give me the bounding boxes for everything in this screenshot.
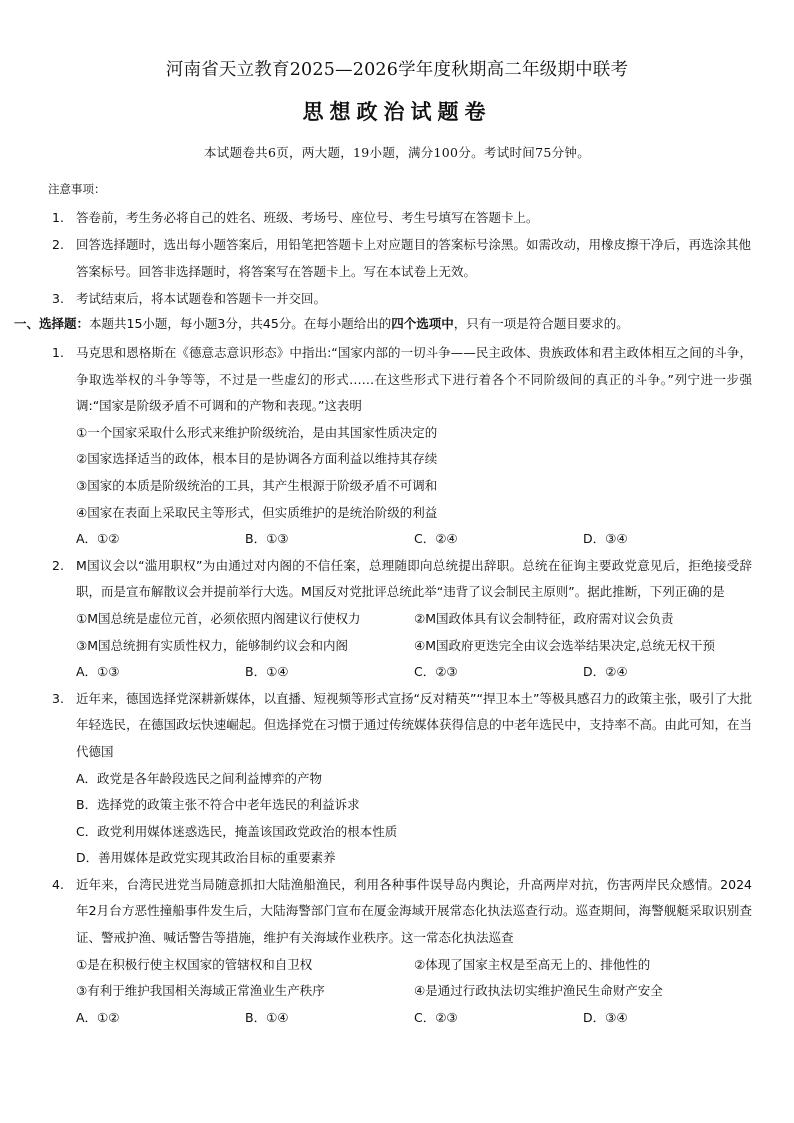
question-stem: 近年来，台湾民进党当局随意抓扣大陆渔船渔民，利用各种事件误导岛内舆论，升高两岸对抗，伤害两岸民众感情。2024年2月台方恶性撞船事件发生后，大陆海警部门宣布在厦金海域开展常态化执法巡查行动。巡查期间，海警舰艇采取识别查证、警戒护渔、喊话警告等措施，维护有关海域作业秩序。这一常态化执法巡查 [76, 876, 752, 946]
statement: ③M国总统拥有实质性权力，能够制约议会和内阁 [76, 637, 348, 653]
section-suffix: ，只有一项是符合题目要求的。 [453, 316, 629, 331]
answer-choices [76, 1005, 752, 1032]
choice-b: B．①③ [245, 531, 289, 547]
statement: ③有利于维护我国相关海域正常渔业生产秩序 [76, 983, 325, 999]
exam-title: 河南省天立教育2025—2026学年度秋期高二年级期中联考 [165, 60, 629, 80]
statement: ①一个国家采取什么形式来维护阶级统治，是由其国家性质决定的 [76, 424, 438, 440]
question-number: 3. [52, 690, 64, 706]
question-stem: 马克思和恩格斯在《德意志意识形态》中指出:“国家内部的一切斗争——民主政体、贵族政体和君主政体相互之间的斗争，争取选举权的斗争等等，不过是一些虚幻的形式……在这些形式下进行着各个不同阶级间的真正的斗争。”列宁进一步强调:“国家是阶级矛盾不可调和的产物和表现。”这表明 [76, 345, 752, 414]
choice-b: B．①④ [245, 1009, 289, 1025]
question-number: 2. [52, 557, 64, 573]
option-b: B．选择党的政策主张不符合中老年选民的利益诉求 [76, 797, 360, 813]
choice-a: A．①② [76, 1009, 120, 1025]
exam-info: 本试题卷共6页，两大题，19小题，满分100分。考试时间75分钟。 [203, 145, 591, 160]
question-1 [52, 340, 752, 553]
statement: ②体现了国家主权是至高无上的、排他性的 [414, 956, 651, 972]
option-c: C．政党利用媒体迷惑选民，掩盖该国政党政治的根本性质 [76, 823, 398, 839]
statement: ④M国政府更迭完全由议会选举结果决定,总统无权干预 [414, 637, 715, 653]
question-3 [52, 686, 752, 872]
question-number: 1. [52, 345, 64, 360]
note-number: 2. [52, 237, 64, 252]
note-item [52, 231, 752, 285]
exam-subject: 思想政治试题卷 [302, 100, 492, 124]
question-number: 4. [52, 876, 64, 892]
choice-c: C．②③ [414, 664, 458, 680]
statement: ②M国政体具有议会制特征，政府需对议会负责 [414, 610, 674, 626]
question-2 [52, 553, 752, 686]
notes-heading: 注意事项： [48, 182, 106, 196]
option-d: D．善用媒体是政党实现其政治目标的重要素养 [76, 850, 336, 866]
section-heading [14, 314, 774, 332]
choice-d: D．②④ [583, 664, 628, 680]
note-item [52, 285, 752, 312]
answer-choices [76, 526, 752, 553]
choice-b: B．①④ [245, 664, 289, 680]
note-text: 考试结束后，将本试题卷和答题卡一并交回。 [76, 291, 327, 306]
choice-a: A．①③ [76, 664, 120, 680]
choice-d: D．③④ [583, 531, 628, 547]
note-text: 答卷前，考生务必将自己的姓名、班级、考场号、座位号、考生号填写在答题卡上。 [76, 210, 539, 225]
statement-row [76, 633, 752, 660]
choice-d: D．③④ [583, 1009, 628, 1025]
note-text: 回答选择题时，选出每小题答案后，用铅笔把答题卡上对应题目的答案标号涂黑。如需改动，用橡皮擦干净后，再选涂其他答案标号。回答非选择题时，将答案写在答题卡上。写在本试卷上无效。 [76, 237, 752, 279]
option-a: A．政党是各年龄段选民之间利益博弈的产物 [76, 770, 323, 786]
question-4 [52, 872, 752, 1032]
statement: ②国家选择适当的政体，根本目的是协调各方面利益以维持其存续 [76, 451, 438, 467]
note-item [52, 204, 752, 231]
choice-c: C．②③ [414, 1009, 458, 1025]
section-prefix: 一、选择题： [14, 316, 90, 331]
statement-row [76, 978, 752, 1005]
note-number: 3. [52, 291, 64, 306]
choice-c: C．②④ [414, 531, 458, 547]
statement: ①是在积极行使主权国家的管辖权和自卫权 [76, 956, 313, 972]
notes-list [52, 204, 752, 312]
question-stem: M国议会以“滥用职权”为由通过对内阁的不信任案，总理随即向总统提出辞职。总统在征询主要政党意见后，拒绝接受辞职，而是宣布解散议会并提前举行大选。M国反对党批评总统此举“违背了议会制民主原则”。据此推断，下列正确的是 [76, 557, 752, 600]
statement: ④是通过行政执法切实维护渔民生命财产安全 [414, 983, 663, 999]
question-list [52, 340, 752, 1031]
answer-choices [76, 659, 752, 686]
statement: ③国家的本质是阶级统治的工具，其产生根源于阶级矛盾不可调和 [76, 477, 438, 493]
note-number: 1. [52, 210, 64, 225]
statement: ①M国总统是虚位元首，必须依照内阁建议行使权力 [76, 610, 361, 626]
statement-row [76, 952, 752, 979]
section-emphasis: 四个选项中 [391, 316, 454, 331]
choice-a: A．①② [76, 531, 120, 547]
question-stem: 近年来，德国选择党深耕新媒体，以直播、短视频等形式宣扬“反对精英”“捍卫本土”等极具感召力的政策主张，吸引了大批年轻选民，在德国政坛快速崛起。但选择党在习惯于通过传统媒体获得信息的中老年选民中，支持率不高。由此可知，在当代德国 [76, 690, 752, 759]
statement-row [76, 606, 752, 633]
statement: ④国家在表面上采取民主等形式，但实质维护的是统治阶级的利益 [76, 504, 438, 520]
section-body: 本题共15小题，每小题3分，共45分。在每小题给出的 [89, 316, 392, 331]
